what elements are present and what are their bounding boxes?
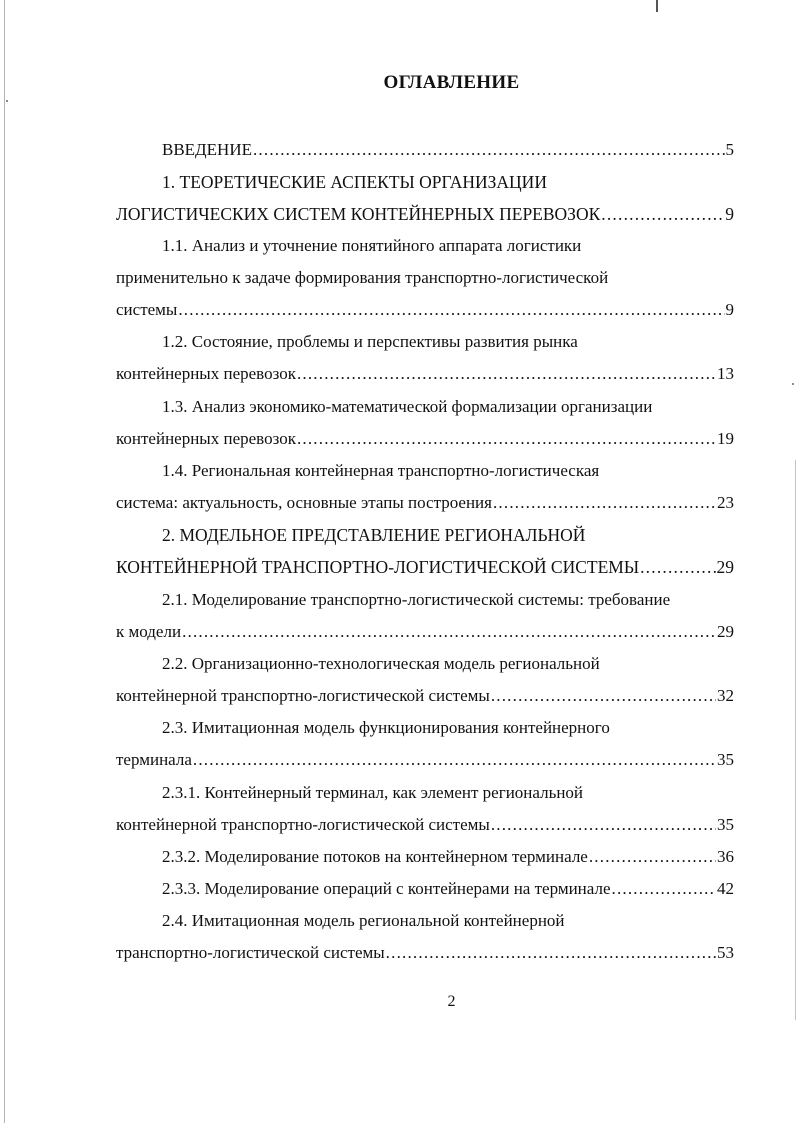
toc-entry-text: системы <box>116 300 178 319</box>
leader-dots <box>297 423 716 455</box>
toc-entry-text: контейнерной транспортно-логистической системы <box>116 686 490 705</box>
scan-speck <box>6 100 8 102</box>
toc-entry-text: терминала <box>116 750 192 769</box>
toc-page-number: 5 <box>725 140 734 159</box>
toc-entry-2-3-line1[interactable]: 2.3. Имитационная модель функционирования контейнерного <box>162 718 610 737</box>
leader-dots <box>253 134 725 166</box>
leader-dots <box>182 616 716 648</box>
leader-dots <box>491 809 716 841</box>
page-title: ОГЛАВЛЕНИЕ <box>383 72 520 93</box>
toc-entry-section-1-line1[interactable]: 1. ТЕОРЕТИЧЕСКИЕ АСПЕКТЫ ОРГАНИЗАЦИИ <box>162 172 547 192</box>
scan-edge-left <box>4 0 5 1123</box>
toc-entry-2-4[interactable] <box>116 937 734 969</box>
toc-entry-section-2-line1[interactable]: 2. МОДЕЛЬНОЕ ПРЕДСТАВЛЕНИЕ РЕГИОНАЛЬНОЙ <box>162 525 586 545</box>
toc-entry-2-2-line1[interactable]: 2.2. Организационно-технологическая модель региональной <box>162 654 600 673</box>
toc-page-number: 36 <box>717 847 734 866</box>
leader-dots <box>589 841 716 873</box>
toc-page-number: 42 <box>717 879 734 898</box>
toc-page-number: 35 <box>717 815 734 834</box>
leader-dots <box>491 680 716 712</box>
leader-dots <box>612 873 717 905</box>
toc-entry-2-4-line1[interactable]: 2.4. Имитационная модель региональной контейнерной <box>162 911 565 930</box>
toc-entry-1-1-line2[interactable]: применительно к задаче формирования транспортно-логистической <box>116 268 609 287</box>
toc-entry-2-3-3[interactable] <box>116 873 734 905</box>
toc-entry-1-2[interactable] <box>116 358 734 390</box>
toc-page-number: 29 <box>716 557 734 577</box>
toc-page-number: 32 <box>717 686 734 705</box>
toc-entry-section-1[interactable] <box>116 198 734 230</box>
toc-entry-text: к модели <box>116 622 182 641</box>
toc-entry-1-4[interactable] <box>116 487 734 519</box>
toc-entry-1-4-line1[interactable]: 1.4. Региональная контейнерная транспортно-логистическая <box>162 461 600 480</box>
leader-dots <box>640 551 715 583</box>
toc-entry-1-1[interactable] <box>116 294 734 326</box>
toc-page-number: 35 <box>717 750 734 769</box>
toc-entry-2-3-2[interactable] <box>116 841 734 873</box>
toc-page-number: 9 <box>725 300 734 319</box>
toc-entry-text: транспортно-логистической системы <box>116 943 385 962</box>
scan-edge-right <box>795 460 796 1020</box>
toc-entry-text: КОНТЕЙНЕРНОЙ ТРАНСПОРТНО-ЛОГИСТИЧЕСКОЙ СИСТЕМЫ <box>116 557 640 577</box>
leader-dots <box>297 358 716 390</box>
toc-entry-2-3-1[interactable] <box>116 809 734 841</box>
toc-entry-text: 2.3.3. Моделирование операций с контейнерами на терминале <box>162 879 611 898</box>
toc-entry-text: контейнерной транспортно-логистической системы <box>116 815 490 834</box>
toc-page-number: 29 <box>717 622 734 641</box>
toc-entry-2-1[interactable] <box>116 616 734 648</box>
scan-mark-top <box>656 0 658 12</box>
toc-page-number: 19 <box>717 429 734 448</box>
toc-entry-2-1-line1[interactable]: 2.1. Моделирование транспортно-логистической системы: требование <box>162 590 671 609</box>
toc-page-number: 23 <box>717 493 734 512</box>
toc-entry-text: контейнерных перевозок <box>116 429 296 448</box>
toc-entry-text: 2.3.2. Моделирование потоков на контейнерном терминале <box>162 847 588 866</box>
toc-entry-section-2[interactable] <box>116 551 734 583</box>
leader-dots <box>178 294 724 326</box>
leader-dots <box>493 487 716 519</box>
toc-entry-text: ЛОГИСТИЧЕСКИХ СИСТЕМ КОНТЕЙНЕРНЫХ ПЕРЕВОЗОК <box>116 204 601 224</box>
page-number: 2 <box>447 993 456 1010</box>
toc-entry-text: ВВЕДЕНИЕ <box>162 140 252 159</box>
toc-entry-intro[interactable] <box>116 134 734 166</box>
toc-page-number: 13 <box>717 364 734 383</box>
toc-entry-2-3[interactable] <box>116 744 734 776</box>
toc-entry-text: контейнерных перевозок <box>116 364 296 383</box>
leader-dots <box>193 744 716 776</box>
toc-entry-2-2[interactable] <box>116 680 734 712</box>
toc-page-number: 53 <box>717 943 734 962</box>
toc-entry-2-3-1-line1[interactable]: 2.3.1. Контейнерный терминал, как элемент региональной <box>162 783 584 802</box>
toc-entry-1-2-line1[interactable]: 1.2. Состояние, проблемы и перспективы развития рынка <box>162 332 578 351</box>
scan-speck <box>792 383 794 385</box>
leader-dots <box>601 198 724 230</box>
toc-entry-1-1-line1[interactable]: 1.1. Анализ и уточнение понятийного аппарата логистики <box>162 236 582 255</box>
toc-entry-1-3[interactable] <box>116 423 734 455</box>
toc-entry-1-3-line1[interactable]: 1.3. Анализ экономико-математической формализации организации <box>162 397 653 416</box>
toc-entry-text: система: актуальность, основные этапы построения <box>116 493 492 512</box>
leader-dots <box>386 937 716 969</box>
toc-page-number: 9 <box>725 204 734 224</box>
